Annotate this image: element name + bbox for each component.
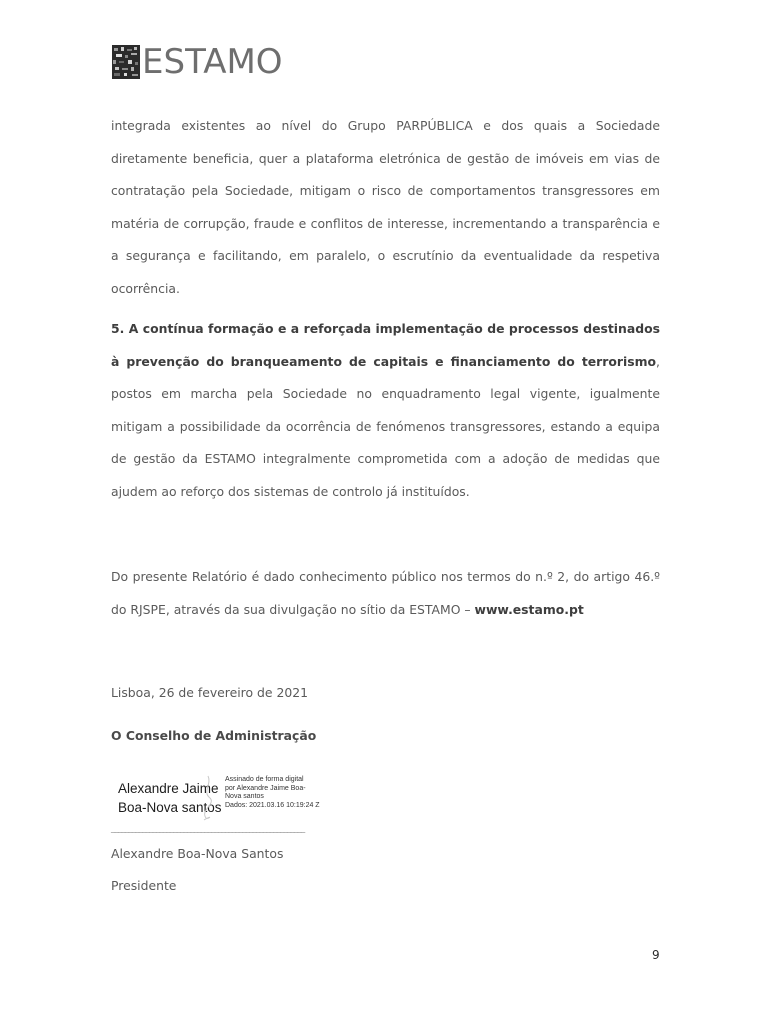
website-link[interactable]: www.estamo.pt: [474, 601, 584, 617]
estamo-logo: [112, 44, 283, 80]
paragraph-text: [111, 313, 660, 508]
signature-scribble-icon: [190, 774, 224, 822]
page-number: 9: [652, 948, 660, 962]
signature-underline: ________________________________________________________: [111, 824, 305, 833]
signer-role: Presidente: [111, 878, 177, 893]
signature-metadata: [225, 776, 335, 810]
board-of-directors: O Conselho de Administração: [111, 728, 317, 743]
paragraph-public-disclosure: [111, 561, 660, 626]
signature-meta-line: por Alexandre Jaime Boa-: [225, 784, 306, 792]
signature-meta-line: Dados: 2021.03.16 10:19:24 Z: [225, 801, 320, 809]
paragraph-body: , postos em marcha pela Sociedade no enquadramento legal vigente, igualmente mitigam a possibilidade da ocorrência de fenómenos transgressores, estando a equipa de gestão da ESTAMO integralmente comprometida com a adoção de medidas que ajudem ao reforço dos sistemas de controlo já instituídos.: [111, 353, 660, 499]
paragraph-text: [111, 561, 660, 626]
paragraph-integrity-platforms: [111, 110, 660, 305]
disclosure-text: Do presente Relatório é dado conhecimento público nos termos do n.º 2, do artigo 46.º do RJSPE, através da sua divulgação no sítio da ESTAMO –: [111, 569, 660, 617]
digital-signature[interactable]: [118, 774, 358, 822]
paragraph-text: integrada existentes ao nível do Grupo PARPÚBLICA e dos quais a Sociedade diretamente beneficia, quer a plataforma eletrónica de gestão de imóveis em vias de contratação pela Sociedade, mitigam o risco de comportamentos transgressores em matéria de corrupção, fraude e conflitos de interesse, incrementando a transparência e a segurança e facilitando, em paralelo, o escrutínio da eventualidade da respetiva ocorrência.: [111, 118, 660, 296]
document-date: Lisboa, 26 de fevereiro de 2021: [111, 685, 308, 700]
signature-name-line: Boa-Nova santos: [118, 800, 222, 815]
logo-wordmark: ESTAMO: [142, 42, 283, 82]
signature-name-line: Alexandre Jaime: [118, 781, 219, 796]
signature-meta-line: Assinado de forma digital: [225, 776, 304, 783]
signature-meta-line: Nova santos: [225, 793, 264, 801]
paragraph-heading: 5. A contínua formação e a reforçada implementação de processos destinados à prevenção do branqueamento de capitais e financiamento do terrorismo: [111, 321, 660, 369]
paragraph-money-laundering-prevention: [111, 313, 660, 508]
signer-name: Alexandre Boa-Nova Santos: [111, 846, 284, 861]
logo-pixel-mark: [112, 45, 140, 79]
